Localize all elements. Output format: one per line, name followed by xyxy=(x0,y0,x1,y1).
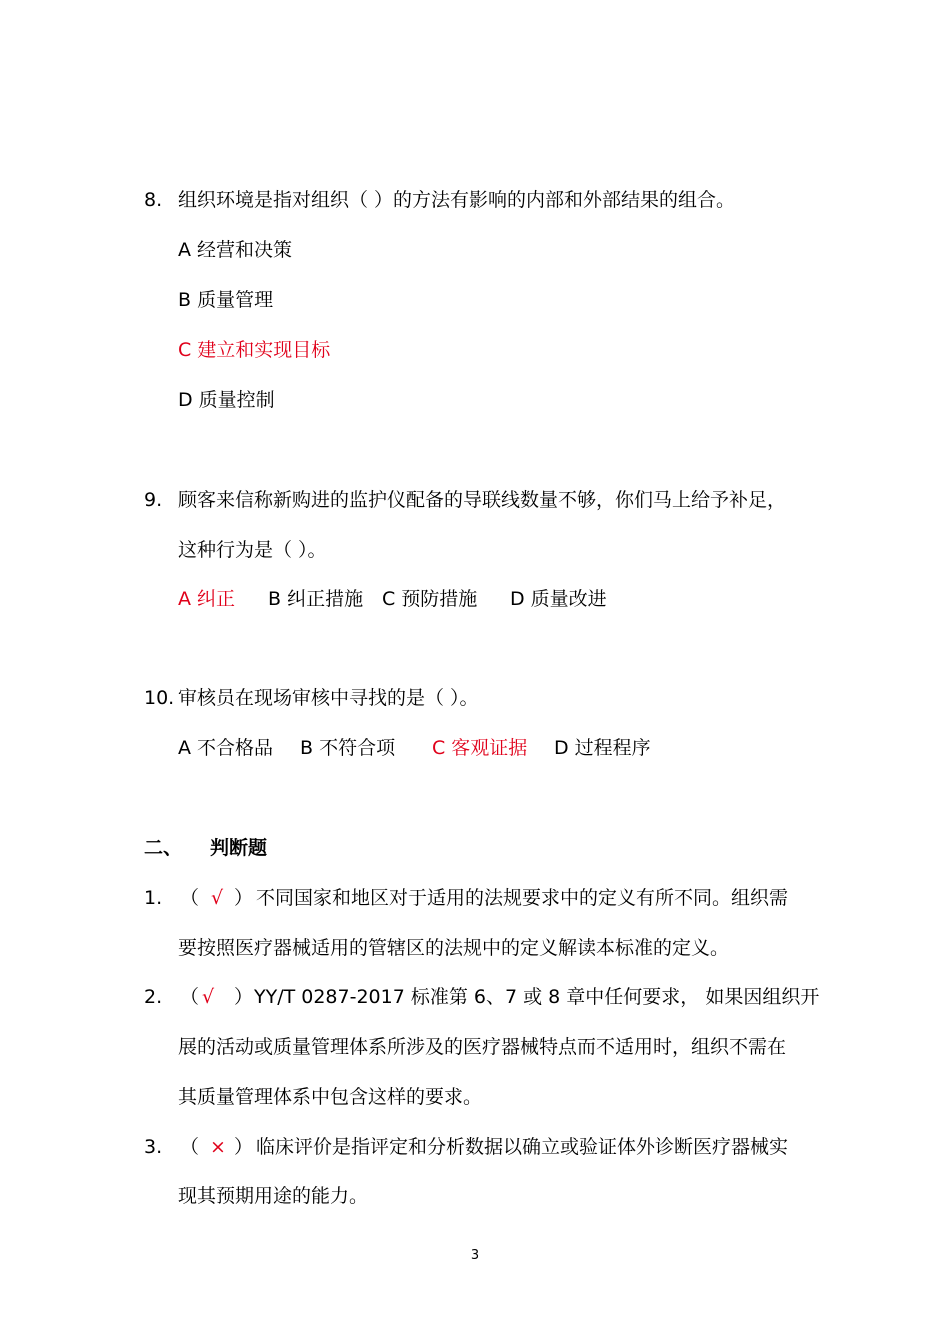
judgment-3-close-paren: ） xyxy=(234,1136,254,1158)
judgment-2-mark: √ xyxy=(202,986,215,1008)
judgment-3-line1: 临床评价是指评定和分析数据以确立或验证体外诊断医疗器械实 xyxy=(256,1136,789,1158)
question-8-option-b: B 质量管理 xyxy=(178,289,274,311)
question-9-number: 9. xyxy=(144,489,163,511)
judgment-2-number: 2. xyxy=(144,986,163,1008)
question-9-stem-line1: 顾客来信称新购进的监护仪配备的导联线数量不够，你们马上给予补足， xyxy=(178,489,787,511)
judgment-1-line1: 不同国家和地区对于适用的法规要求中的定义有所不同。组织需 xyxy=(256,887,789,909)
judgment-1-line2: 要按照医疗器械适用的管辖区的法规中的定义解读本标准的定义。 xyxy=(178,937,730,959)
judgment-2-line2: 展的活动或质量管理体系所涉及的医疗器械特点而不适用时，组织不需在 xyxy=(178,1036,787,1058)
judgment-3-line2: 现其预期用途的能力。 xyxy=(178,1185,369,1207)
page-number: 3 xyxy=(470,1248,480,1263)
question-9-option-c: C 预防措施 xyxy=(382,588,478,610)
question-10-number: 10. xyxy=(144,687,175,709)
question-8-stem: 组织环境是指对组织（ ）的方法有影响的内部和外部结果的组合。 xyxy=(178,189,736,211)
question-9-option-b: B 纠正措施 xyxy=(268,588,364,610)
judgment-2-line3: 其质量管理体系中包含这样的要求。 xyxy=(178,1086,483,1108)
question-10-stem: 审核员在现场审核中寻找的是（ ）。 xyxy=(178,687,479,709)
question-8-option-d: D 质量控制 xyxy=(178,389,275,411)
judgment-3-mark: × xyxy=(210,1136,226,1158)
question-8-option-a: A 经营和决策 xyxy=(178,239,293,261)
question-8-number: 8. xyxy=(144,189,163,211)
judgment-1-number: 1. xyxy=(144,887,163,909)
question-8-option-c-answer: C 建立和实现目标 xyxy=(178,339,331,361)
judgment-1-close-paren: ） xyxy=(234,887,254,909)
question-10-option-d: D 过程程序 xyxy=(554,737,651,759)
question-9-stem-line2: 这种行为是（ ）。 xyxy=(178,539,327,561)
judgment-1-open-paren: （ xyxy=(180,887,200,909)
section-index: 二、 xyxy=(144,837,183,859)
judgment-2-close-paren: ） xyxy=(234,986,254,1008)
question-9-option-a-answer: A 纠正 xyxy=(178,588,236,610)
section-title: 判断题 xyxy=(210,837,268,859)
question-10-option-c-answer: C 客观证据 xyxy=(432,737,528,759)
judgment-2-open-paren: （ xyxy=(180,986,200,1008)
judgment-3-number: 3. xyxy=(144,1136,163,1158)
question-10-option-a: A 不合格品 xyxy=(178,737,274,759)
judgment-2-line1: YY/T 0287-2017 标准第 6、7 或 8 章中任何要求， 如果因组织开 xyxy=(254,986,820,1008)
question-9-option-d: D 质量改进 xyxy=(510,588,607,610)
judgment-1-mark: √ xyxy=(211,887,224,909)
question-10-option-b: B 不符合项 xyxy=(300,737,396,759)
judgment-3-open-paren: （ xyxy=(180,1136,200,1158)
